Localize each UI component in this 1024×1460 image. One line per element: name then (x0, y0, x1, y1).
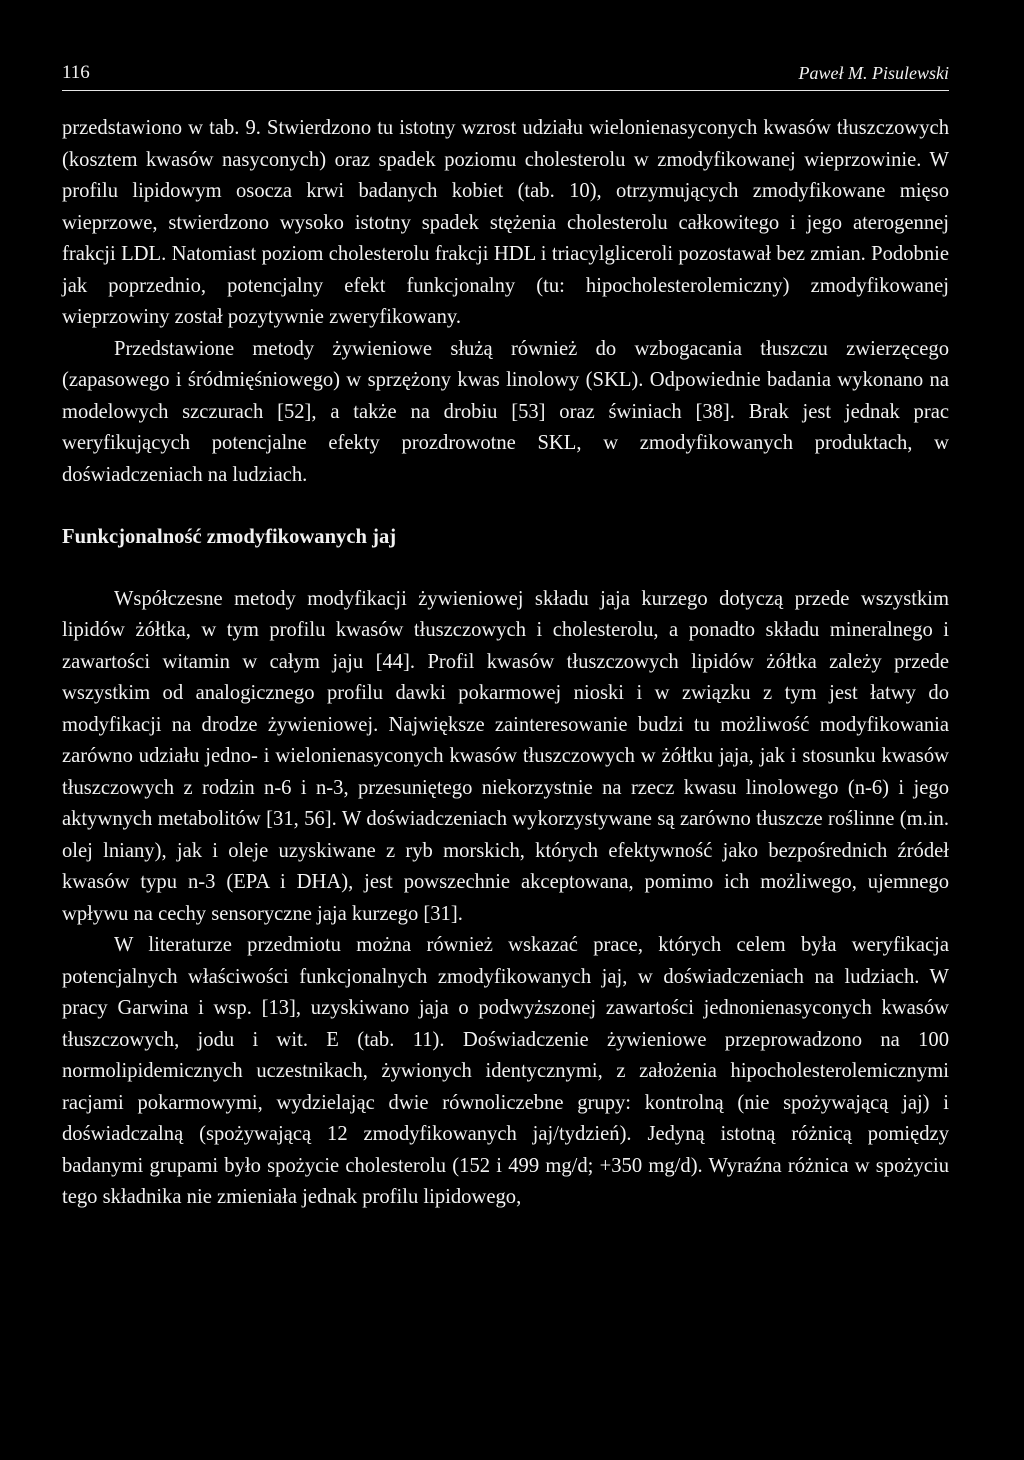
paragraph-literature: W literaturze przedmiotu można również wskazać prace, których celem była weryfikacja potencjalnych właściwości funkcjonalnych zmodyfikowanych jaj, w doświadczeniach na ludziach. W pracy Garwina i wsp. [13], uzyskiwano jaja o podwyższonej zawartości jednonienasyconych kwasów tłuszczowych, jodu i wit. E (tab. 11). Doświadczenie żywieniowe przeprowadzono na 100 normolipidemicznych uczestnikach, żywionych identycznymi, z założenia hipocholesterolemicznymi racjami pokarmowymi, wydzielając dwie równoliczebne grupy: kontrolną (nie spożywającą jaj) i doświadczalną (spożywającą 12 zmodyfikowanych jaj/tydzień). Jedyną istotną różnicą pomiędzy badanymi grupami było spożycie cholesterolu (152 i 499 mg/d; +350 mg/d). Wyraźna różnica w spożyciu tego składnika nie zmieniała jednak profilu lipidowego, (62, 934, 949, 1208)
body-text (62, 113, 949, 1214)
running-header (62, 62, 949, 91)
running-header-author: Paweł M. Pisulewski (798, 63, 949, 83)
paragraph-continued: przedstawiono w tab. 9. Stwierdzono tu istotny wzrost udziału wielonienasyconych kwasów tłuszczowych (kosztem kwasów nasyconych) oraz spadek poziomu cholesterolu w zmodyfikowanej wieprzowinie. W profilu lipidowym osocza krwi badanych kobiet (tab. 10), otrzymujących zmodyfikowane mięso wieprzowe, stwierdzono wysoko istotny spadek stężenia cholesterolu całkowitego i jego aterogennej frakcji LDL. Natomiast poziom cholesterolu frakcji HDL i triacylgliceroli pozostawał bez zmian. Podobnie jak poprzednio, potencjalny efekt funkcjonalny (tu: hipocholesterolemiczny) zmodyfikowanej wieprzowiny został pozytywnie zweryfikowany. (62, 117, 949, 328)
section-heading: Funkcjonalność zmodyfikowanych jaj (62, 526, 397, 548)
paragraph-egg-modification: Współczesne metody modyfikacji żywieniowej składu jaja kurzego dotyczą przede wszystkim lipidów żółtka, w tym profilu kwasów tłuszczowych i cholesterolu, a ponadto składu mineralnego i zawartości witamin w całym jaju [44]. Profil kwasów tłuszczowych lipidów żółtka zależy przede wszystkim od analogicznego profilu dawki pokarmowej nioski i w związku z tym jest łatwy do modyfikacji na drodze żywieniowej. Największe zainteresowanie budzi tu możliwość modyfikowania zarówno udziału jedno- i wielonienasyconych kwasów tłuszczowych w żółtku jaja, jak i stosunku kwasów tłuszczowych z rodzin n-6 i n-3, przesuniętego niekorzystnie na rzecz kwasu linolowego (n-6) i jego aktywnych metabolitów [31, 56]. W doświadczeniach wykorzystywane są zarówno tłuszcze roślinne (m.in. olej lniany), jak i oleje uzyskiwane z ryb morskich, których efektywność jako bezpośrednich źródeł kwasów typu n-3 (EPA i DHA), jest powszechnie akceptowana, pomimo ich możliwego, ujemnego wpływu na cechy sensoryczne jaja kurzego [31]. (62, 587, 949, 925)
page (62, 62, 949, 1214)
page-number: 116 (62, 62, 90, 83)
paragraph-skl: Przedstawione metody żywieniowe służą również do wzbogacania tłuszczu zwierzęcego (zapasowego i śródmięśniowego) w sprzężony kwas linolowy (SKL). Odpowiednie badania wykonano na modelowych szczurach [52], a także na drobiu [53] oraz świniach [38]. Brak jest jednak prac weryfikujących potencjalne efekty prozdrowotne SKL, w zmodyfikowanych produktach, w doświadczeniach na ludziach. (62, 337, 949, 486)
